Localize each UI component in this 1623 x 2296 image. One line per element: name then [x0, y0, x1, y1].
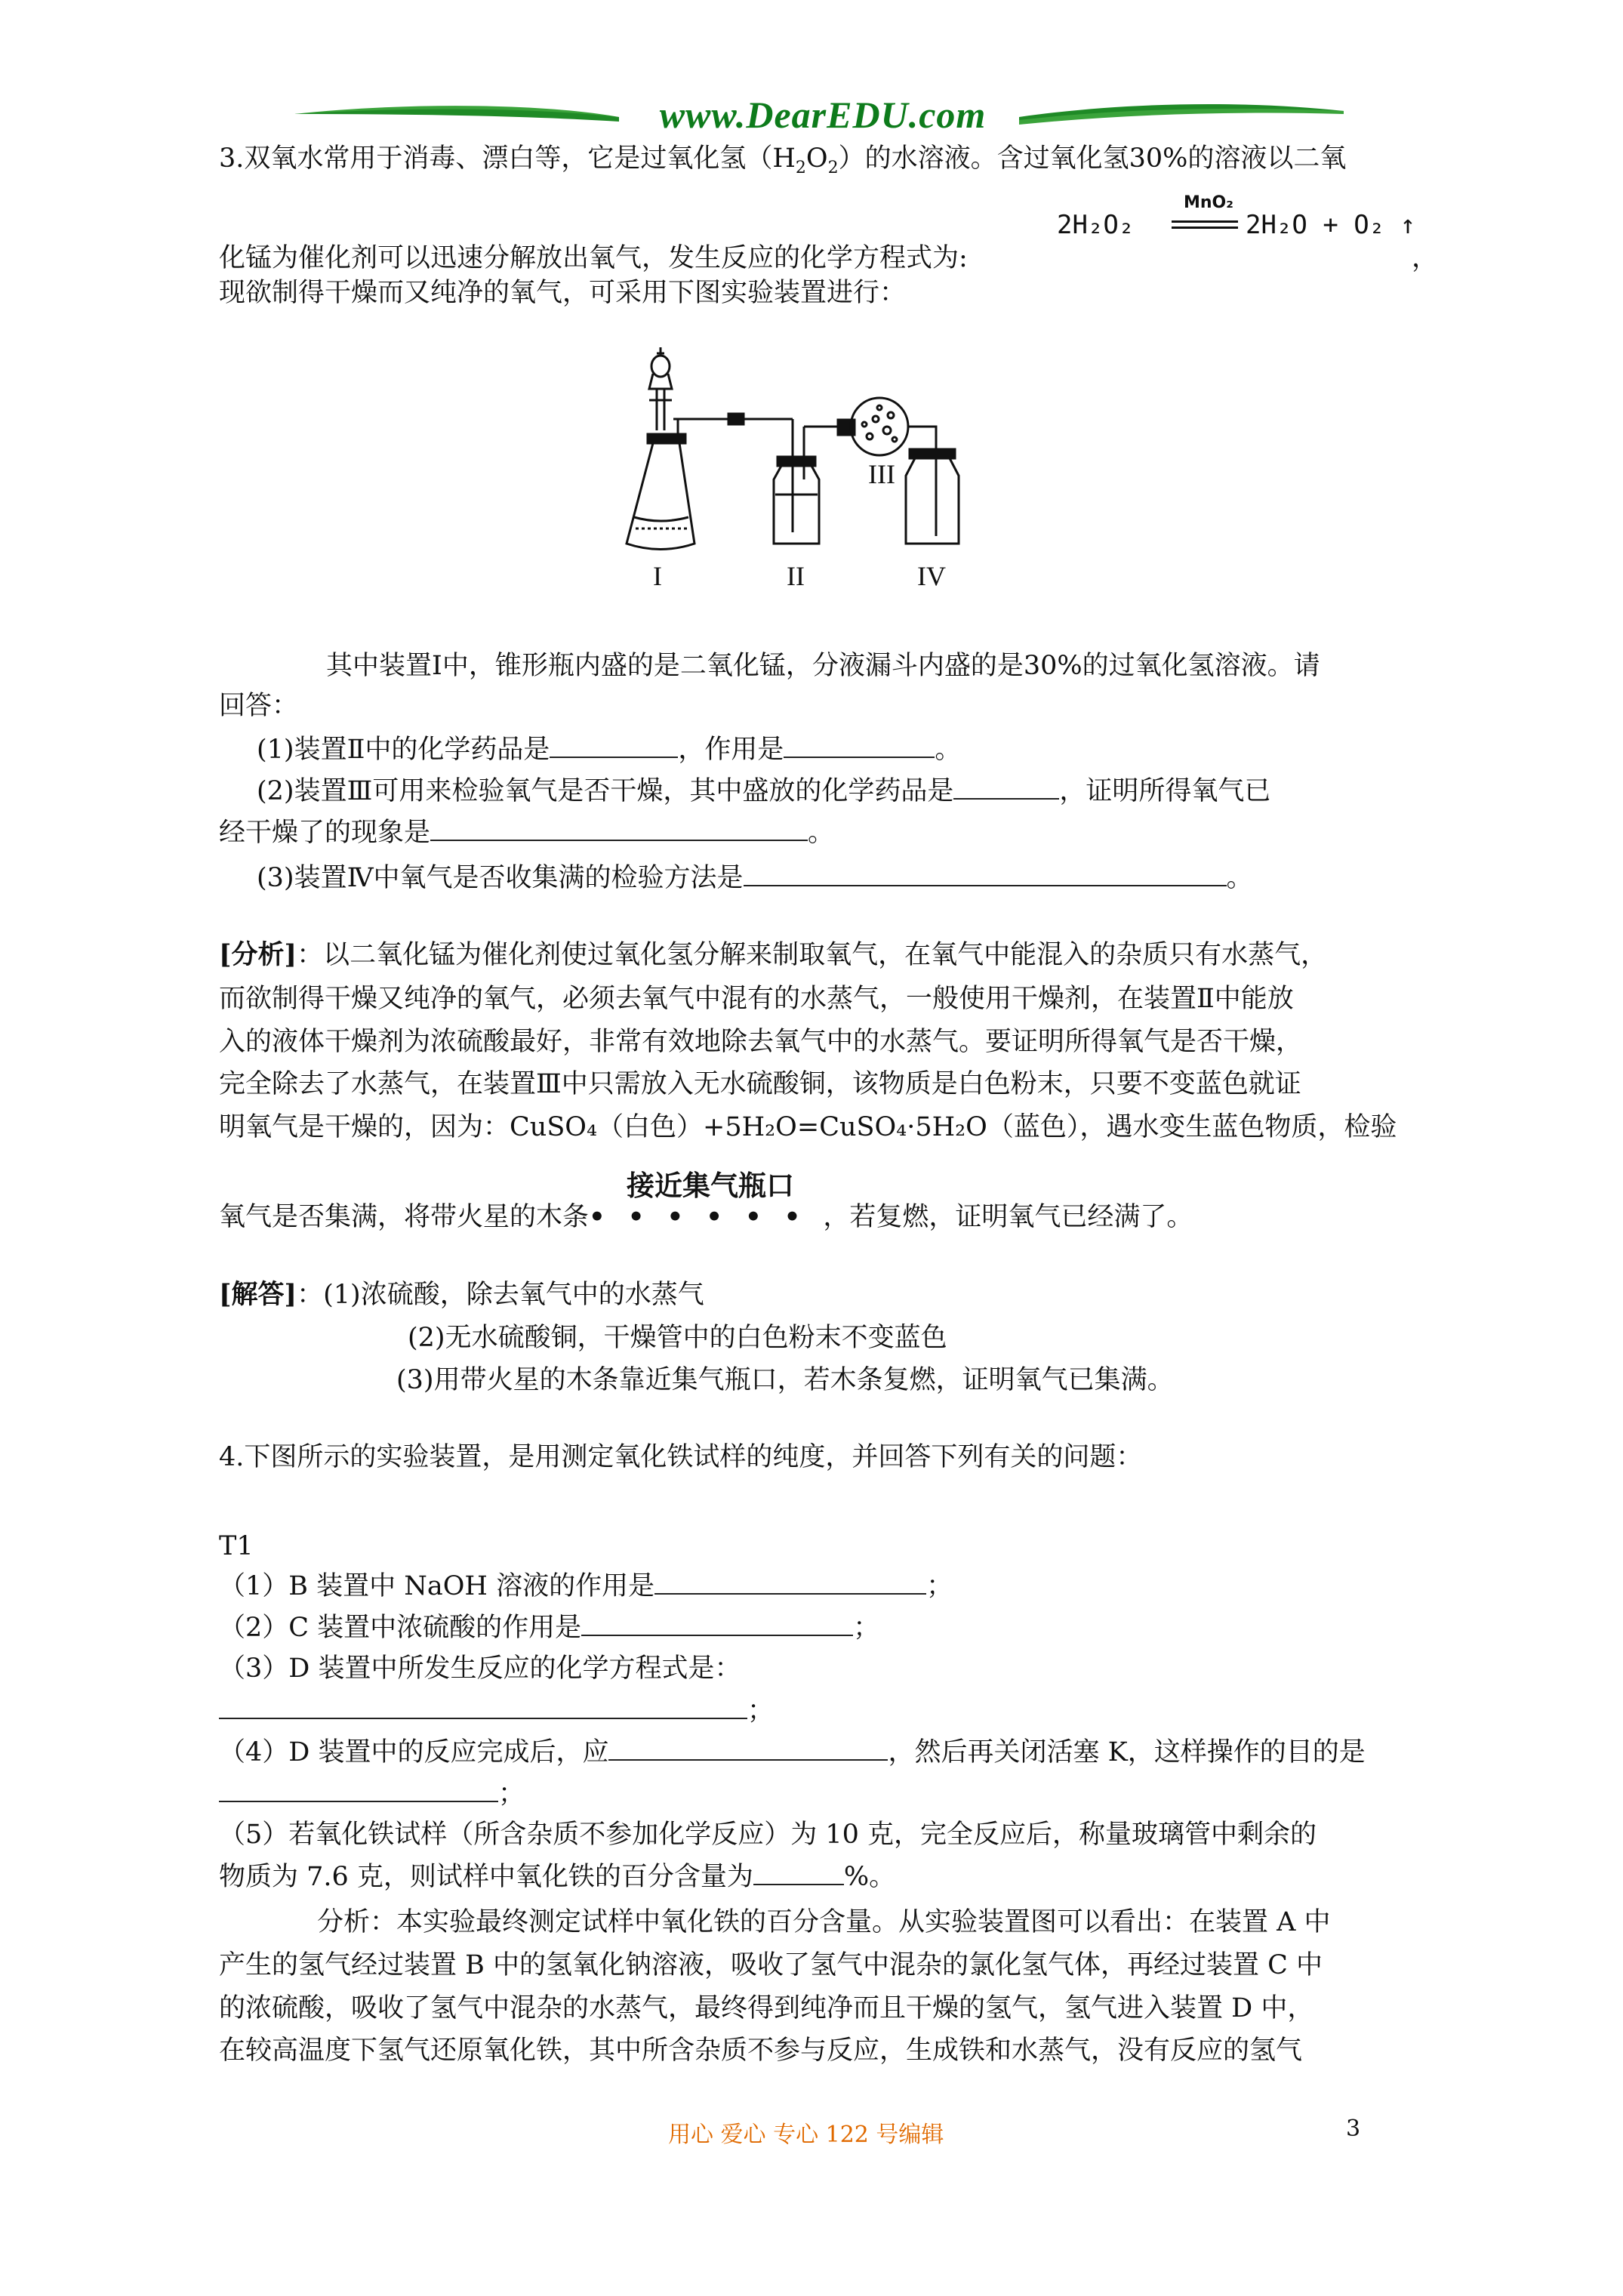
- q3-sub1: (1)装置Ⅱ中的化学药品是 ，作用是 。: [257, 735, 962, 765]
- answer-line2: (2)无水硫酸铜，干燥管中的白色粉末不变蓝色: [408, 1323, 947, 1353]
- emphasis-dots: ••••••: [589, 1202, 824, 1232]
- analysis-line4: 完全除去了水蒸气，在装置Ⅲ中只需放入无水硫酸铜，该物质是白色粉末，只要不变蓝色就证: [219, 1069, 1301, 1099]
- q3-desc2: 回答：: [219, 691, 299, 721]
- answer-blank[interactable]: [753, 1861, 844, 1885]
- footer-text: 用心 爱心 专心 122 号编辑: [668, 2122, 944, 2148]
- answer-blank[interactable]: [744, 862, 1227, 886]
- analysis-line6: 氧气是否集满，将带火星的木条••••••，若复燃，证明氧气已经满了。: [219, 1202, 1193, 1232]
- q3-desc1: 其中装置Ⅰ中，锥形瓶内盛的是二氧化锰，分液漏斗内盛的是30%的过氧化氢溶液。请: [326, 651, 1320, 681]
- answer-blank[interactable]: [219, 1695, 747, 1719]
- q3-line2: 化锰为催化剂可以迅速分解放出氧气，发生反应的化学方程式为:: [219, 243, 968, 273]
- q4-p1: （1）B 装置中 NaOH 溶液的作用是 ；: [219, 1571, 953, 1601]
- answer-label: [解答]: [219, 1279, 297, 1310]
- q4-p4: （4）D 装置中的反应完成后，应 ，然后再关闭活塞 K，这样操作的目的是: [219, 1737, 1366, 1767]
- answer-blank[interactable]: [550, 734, 678, 758]
- q4-title: 4.下图所示的实验装置，是用测定氧化铁试样的纯度，并回答下列有关的问题：: [219, 1442, 1143, 1472]
- answer-blank[interactable]: [219, 1778, 498, 1802]
- q3-sub3: (3)装置Ⅳ中氧气是否收集满的检验方法是 。: [257, 863, 1253, 893]
- q4-figure-placeholder: T1: [219, 1531, 254, 1561]
- q4-analysis-line4: 在较高温度下氢气还原氧化铁，其中所含杂质不参与反应，生成铁和水蒸气，没有反应的氢气: [219, 2036, 1303, 2066]
- analysis-line1: [分析]：以二氧化锰为催化剂使过氧化氢分解来制取氧气，在氧气中能混入的杂质只有水蒸气，: [219, 939, 1328, 970]
- q4-p3-blank: ；: [219, 1695, 774, 1726]
- reaction-equation: 2H₂O₂ MnO₂ 2H₂O + O₂ ↑: [1057, 193, 1416, 240]
- analysis-label: [分析]: [219, 939, 297, 970]
- q4-analysis-line1: 分析：本实验最终测定试样中氧化铁的百分含量。从实验装置图可以看出：在装置 A 中: [317, 1907, 1331, 1937]
- analysis-line5: 明氧气是干燥的，因为：CuSO₄（白色）+5H₂O=CuSO₄·5H₂O（蓝色），遇水变生蓝色物质，检验: [219, 1112, 1397, 1142]
- q3-line2-end: ，: [1412, 243, 1439, 273]
- apparatus-diagram: [619, 347, 1042, 596]
- q4-analysis-line3: 的浓硫酸，吸收了氢气中混杂的水蒸气，最终得到纯净而且干燥的氢气，氢气进入装置 D 中，: [219, 1993, 1314, 2023]
- q4-p4-blank: ；: [219, 1778, 525, 1809]
- label-II: II: [787, 561, 805, 591]
- answer-blank[interactable]: [430, 817, 808, 841]
- label-IV: IV: [917, 561, 946, 591]
- overlay-text: 接近集气瓶口: [627, 1170, 794, 1202]
- answer-blank[interactable]: [581, 1612, 853, 1636]
- analysis-line3: 入的液体干燥剂为浓硫酸最好，非常有效地除去氧气中的水蒸气。要证明所得氧气是否干燥，: [219, 1027, 1303, 1057]
- logo-text: www.DearEDU.com: [659, 94, 987, 136]
- answer-line1: [解答]：(1)浓硫酸，除去氧气中的水蒸气: [219, 1279, 704, 1310]
- q4-p5: （5）若氧化铁试样（所含杂质不参加化学反应）为 10 克，完全反应后，称量玻璃管中剩余的: [219, 1820, 1317, 1850]
- q4-analysis-line2: 产生的氢气经过装置 B 中的氢氧化钠溶液，吸收了氢气中混杂的氯化氢气体，再经过装置 C 中: [219, 1950, 1323, 1980]
- label-I: I: [653, 561, 662, 591]
- page-number: 3: [1346, 2116, 1361, 2142]
- q3-line3: 现欲制得干燥而又纯净的氧气，可采用下图实验装置进行：: [219, 278, 907, 308]
- q3-line1: 3.双氧水常用于消毒、漂白等，它是过氧化氢$(H_2O_2)$的水溶液。含过氧化氢30%的溶液以二氧: [219, 143, 1347, 177]
- header-logo: [294, 94, 1344, 147]
- q4-p2: （2）C 装置中浓硫酸的作用是 ；: [219, 1613, 880, 1643]
- q4-p3: （3）D 装置中所发生反应的化学方程式是：: [219, 1653, 741, 1684]
- q3-sub2-cont: 经干燥了的现象是 。: [219, 818, 835, 848]
- answer-blank[interactable]: [784, 734, 935, 758]
- analysis-line2: 而欲制得干燥又纯净的氧气，必须去氧气中混有的水蒸气，一般使用干燥剂，在装置Ⅱ中能放: [219, 984, 1294, 1014]
- answer-blank[interactable]: [953, 775, 1059, 800]
- q3-sub2: (2)装置Ⅲ可用来检验氧气是否干燥，其中盛放的化学药品是 ，证明所得氧气已: [257, 776, 1271, 806]
- label-III: III: [868, 459, 895, 489]
- q4-p5-cont: 物质为 7.6 克，则试样中氧化铁的百分含量为 %。: [219, 1862, 896, 1892]
- answer-blank[interactable]: [654, 1570, 926, 1595]
- answer-blank[interactable]: [608, 1737, 888, 1761]
- answer-line3: (3)用带火星的木条靠近集气瓶口，若木条复燃，证明氧气已集满。: [396, 1365, 1174, 1395]
